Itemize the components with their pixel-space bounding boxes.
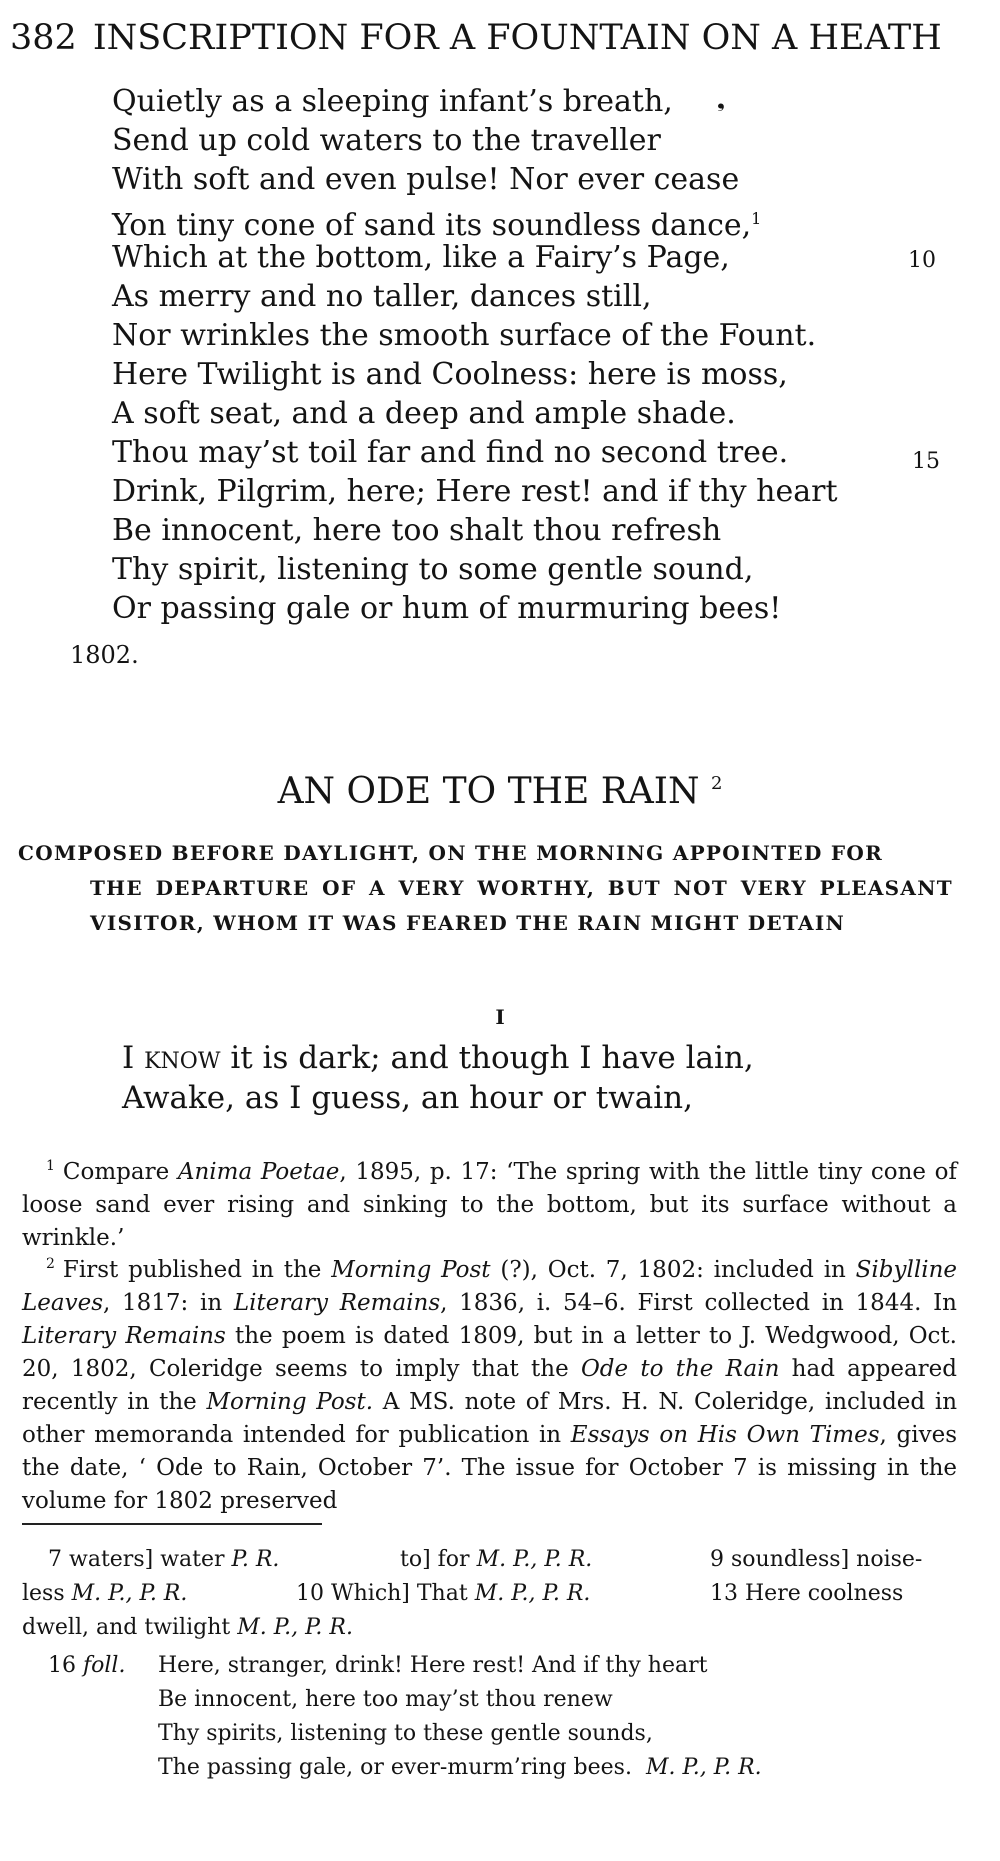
running-title: INSCRIPTION FOR A FOUNTAIN ON A HEATH <box>92 18 942 58</box>
footnote-ref: 2 <box>710 773 723 794</box>
poem-line: With soft and even pulse! Nor ever cease <box>112 162 740 197</box>
poem-line: Nor wrinkles the smooth surface of the Fount. <box>112 318 817 353</box>
running-header <box>10 18 980 58</box>
poem-line: Awake, as I guess, an hour or twain, <box>122 1080 693 1116</box>
variant-13-continued: dwell, and twilight M. P., P. R. <box>22 1615 353 1640</box>
poem-line: Or passing gale or hum of murmuring bees! <box>112 591 782 626</box>
poem-line: I know it is dark; and though I have lain, <box>122 1040 754 1076</box>
poem-line: Here Twilight is and Coolness: here is moss, <box>112 357 788 392</box>
variant-16-line: Be innocent, here too may’st thou renew <box>158 1687 613 1712</box>
poem-title: AN ODE TO THE RAIN $^2$ <box>277 771 723 812</box>
poem-line: Thy spirit, listening to some gentle sound, <box>112 552 754 587</box>
poem-line: Send up cold waters to the traveller <box>112 123 661 158</box>
poem-subtitle-continued: THE DEPARTURE OF A VERY WORTHY, BUT NOT VERY PLEASANT VISITOR, WHOM IT WAS FEARED THE RAIN MIGHT DETAIN <box>90 876 953 935</box>
variant-13: 13 Here coolness <box>710 1581 904 1606</box>
poem-line: Be innocent, here too shalt thou refresh <box>112 513 722 548</box>
poem-subtitle: COMPOSED BEFORE DAYLIGHT, ON THE MORNING APPOINTED FOR <box>18 841 884 865</box>
variant-16-label: 16 foll. <box>48 1653 126 1678</box>
page-number: 382 <box>10 18 77 58</box>
line-number: 15 <box>912 449 940 474</box>
variant-7: 7 waters] water P. R. <box>48 1547 280 1572</box>
poem-line: Thou may’st toil far and find no second tree. <box>112 435 789 470</box>
poem-inscription <box>112 83 972 643</box>
variant-16-line: The passing gale, or ever-murm’ring bees. M. P., P. R. <box>158 1755 762 1780</box>
ornament-mark: ❟ <box>717 88 725 112</box>
variant-10: 10 Which] That M. P., P. R. <box>296 1581 591 1606</box>
footnote-ref: 1 <box>751 209 762 228</box>
footnote-divider <box>22 1523 322 1525</box>
line-number: 10 <box>908 248 936 273</box>
poem-line: As merry and no taller, dances still, <box>112 279 652 314</box>
variant-9: 9 soundless] noise- <box>710 1547 923 1572</box>
variant-16-line: Thy spirits, listening to these gentle sounds, <box>158 1721 653 1746</box>
poem-line: Drink, Pilgrim, here; Here rest! and if thy heart <box>112 474 838 509</box>
poem-line: Quietly as a sleeping infant’s breath, ❟ <box>112 83 673 121</box>
poem-line: A soft seat, and a deep and ample shade. <box>112 396 736 431</box>
variant-to: to] for M. P., P. R. <box>400 1547 593 1572</box>
variant-9-continued: less M. P., P. R. <box>22 1581 188 1606</box>
poem-line: Yon tiny cone of sand its soundless dance,$^1$ <box>112 208 762 243</box>
poem-date: 1802. <box>70 641 139 669</box>
variant-16-line: Here, stranger, drink! Here rest! And if thy heart <box>158 1653 708 1678</box>
stanza-number: I <box>495 1005 505 1029</box>
footnote-2: $^2$ First published in the Morning Post (?), Oct. 7, 1802: included in Sibylline Leaves, 1817: in Literary Remains, 1836, i. 54–6. First collected in 1844. In Literary Remains the poem is dated 1809, but in a letter to J. Wedgwood, Oct. 20, 1802, Coleridge seems to imply that the Ode to the Rain had appeared recently in the Morning Post. A MS. note of Mrs. H. N. Coleridge, included in other memoranda intended for publication in Essays on His Own Times, gives the date, ‘ Ode to Rain, October 7’. The issue for October 7 is missing in the volume for 1802 preserved <box>22 1256 958 1514</box>
footnote-1: $^1$ Compare Anima Poetae, 1895, p. 17: ‘The spring with the little tiny cone of loose sand ever rising and sinking to the bottom, but its surface without a wrinkle.’ <box>22 1158 958 1251</box>
poem-line: Which at the bottom, like a Fairy’s Page, <box>112 240 730 275</box>
